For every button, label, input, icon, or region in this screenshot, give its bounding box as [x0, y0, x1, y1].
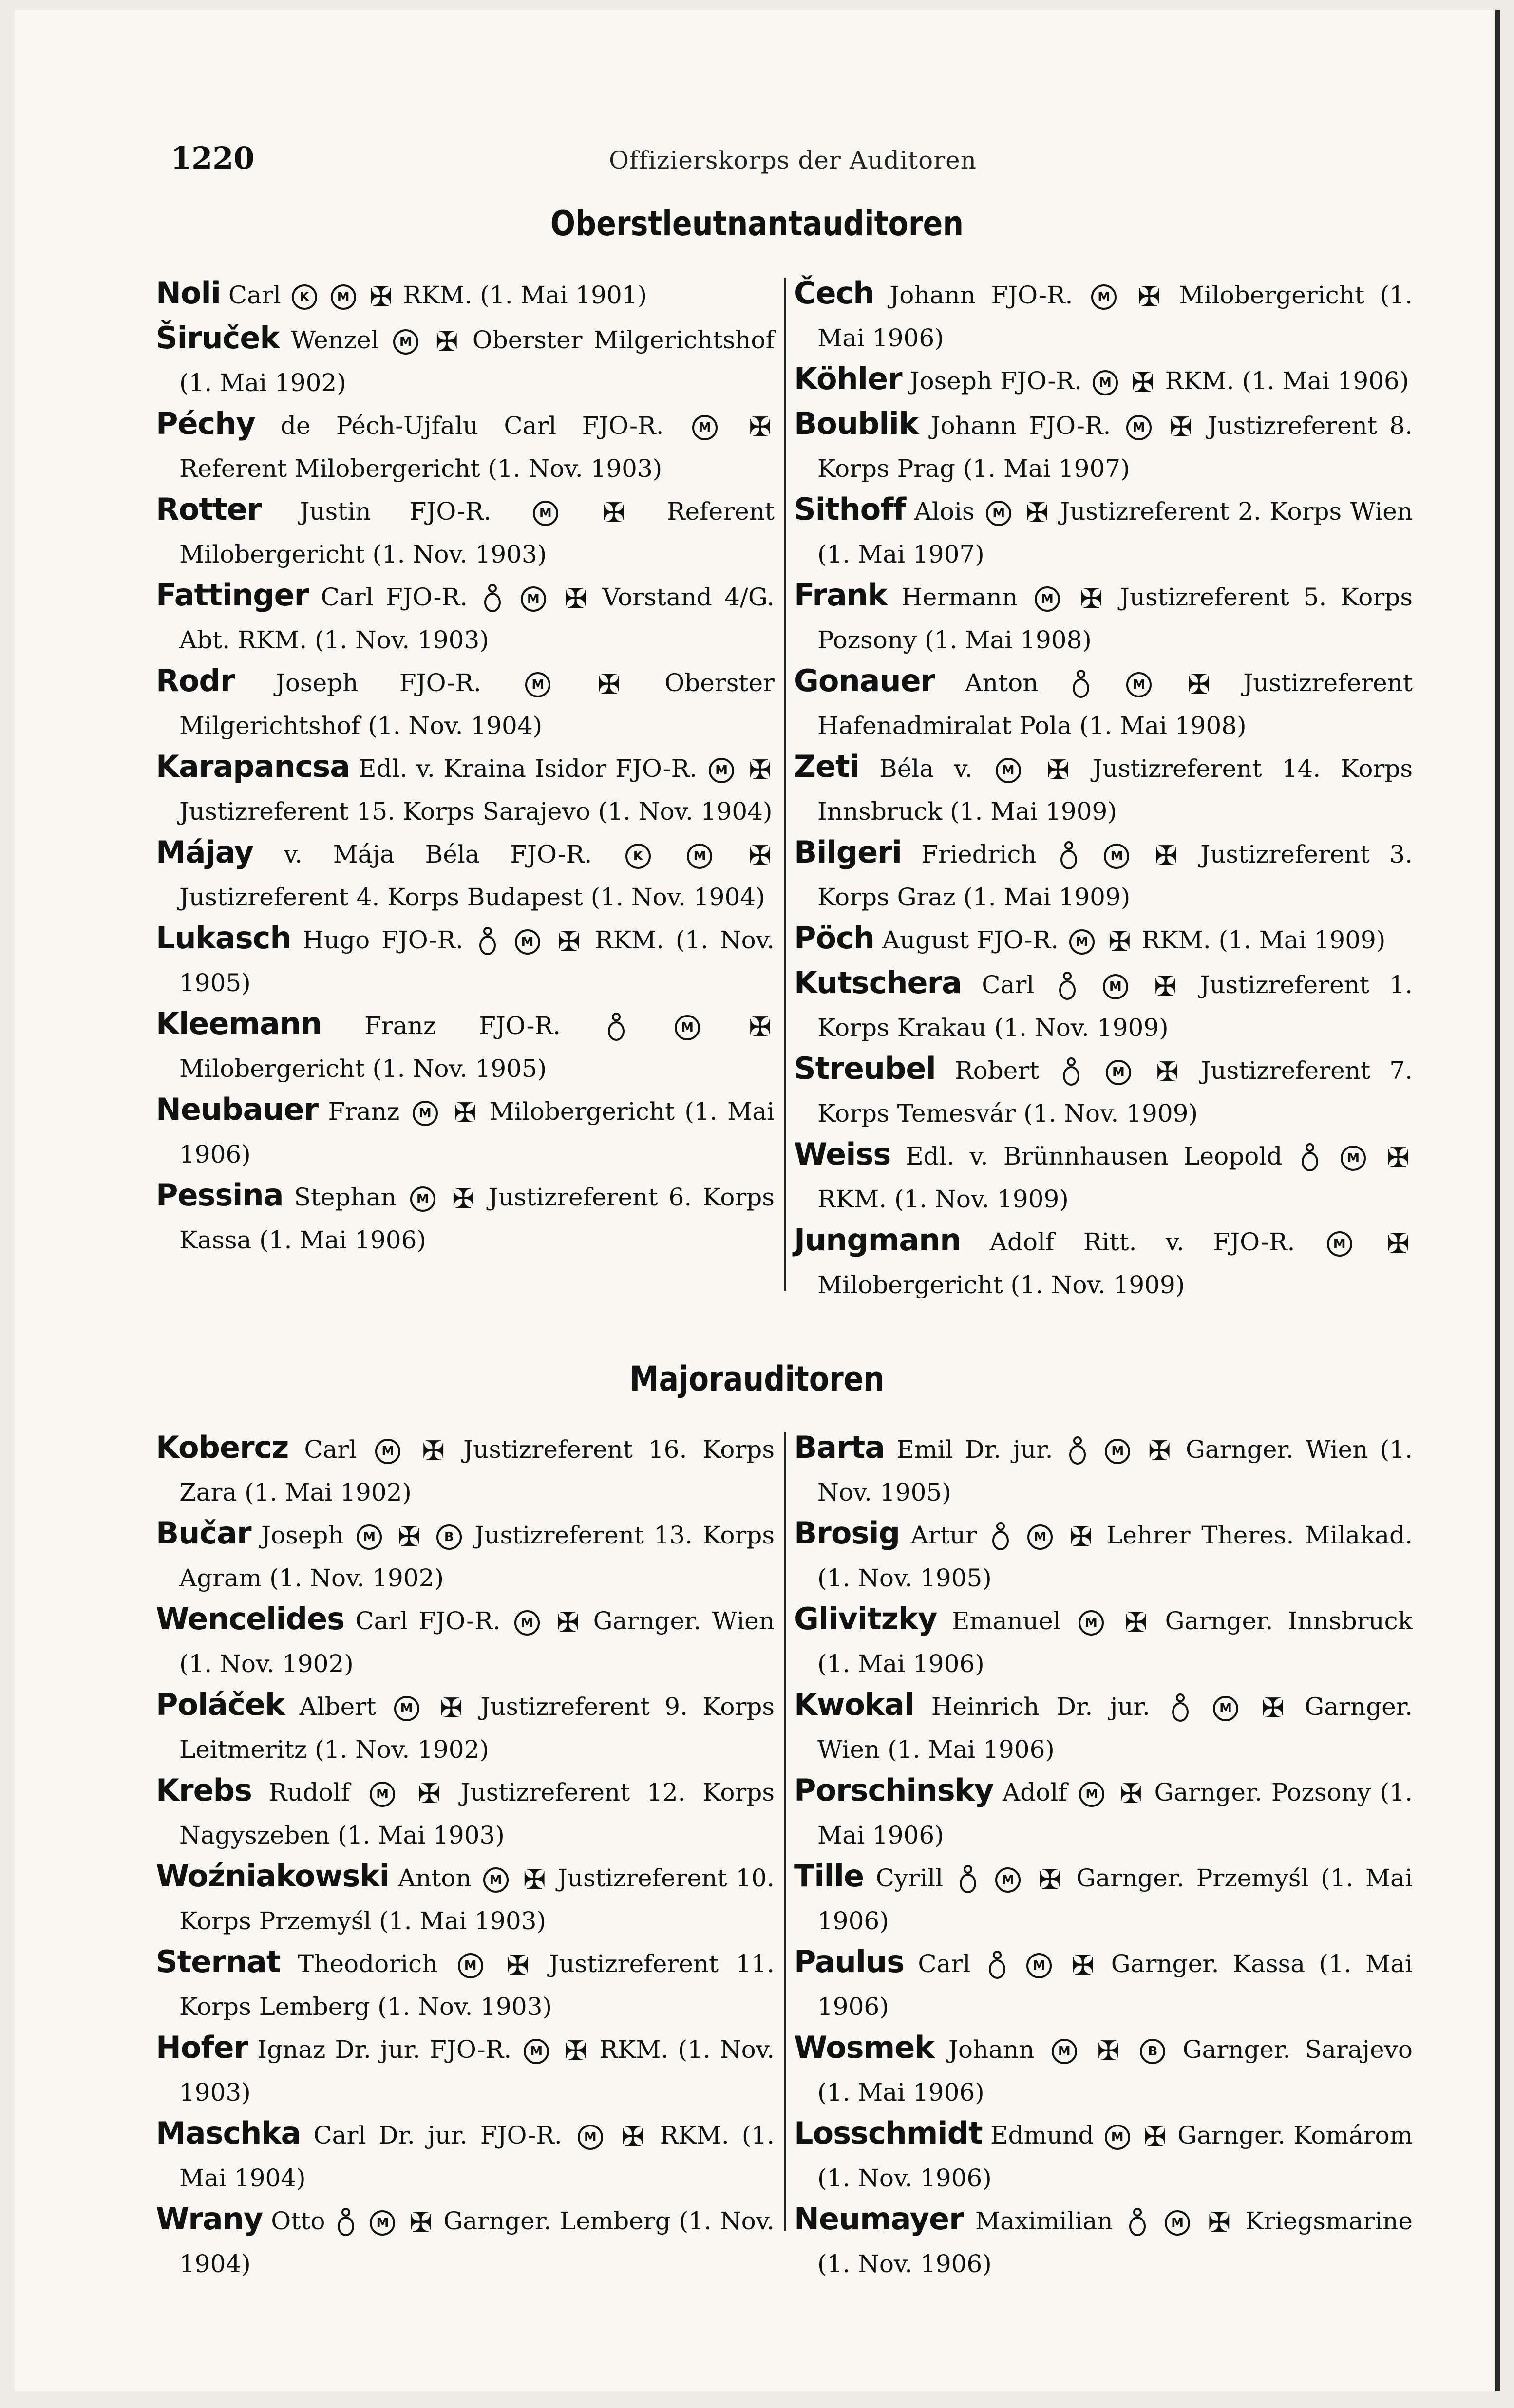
m-medal-icon: M [1079, 1610, 1104, 1636]
officer-entry [156, 1856, 775, 1941]
m-medal-icon: M [1103, 974, 1128, 999]
m-medal-icon: M [578, 2125, 603, 2150]
column-right-major [794, 1427, 1413, 2284]
cross-icon: ✠ [1261, 1693, 1285, 1724]
m-medal-icon: M [1091, 284, 1117, 310]
officer-surname: Kutschera [794, 965, 962, 1000]
medal-icon [606, 1013, 626, 1043]
officer-entry [156, 2027, 775, 2113]
cross-icon: ✠ [621, 2121, 644, 2153]
m-medal-icon: M [692, 415, 718, 440]
cross-icon: ✠ [557, 926, 581, 958]
entry-text: Ignaz Dr. jur. FJO-R. M ✠ RKM. (1. Nov. 1903) [179, 2035, 775, 2107]
m-medal-icon: M [331, 284, 356, 310]
m-medal-icon: M [410, 1186, 435, 1212]
cross-icon: ✠ [1154, 840, 1178, 872]
entry-text: Johann FJO-R. M ✠ Milobergericht (1. Mai 1906) [817, 281, 1413, 352]
column-right-oberstleutnant [794, 273, 1413, 1305]
cross-icon: ✠ [1137, 281, 1161, 313]
medal-icon [987, 1951, 1007, 1981]
m-medal-icon: M [709, 758, 734, 783]
entry-text: Robert M ✠ Justizreferent 7. Korps Temesvár (1. Nov. 1909) [817, 1056, 1413, 1128]
officer-surname: Tille [794, 1858, 864, 1894]
m-medal-icon: M [357, 1524, 382, 1550]
officer-surname: Kleemann [156, 1006, 322, 1041]
entry-text: v. Mája Béla FJO-R. K M ✠ Justizreferent 4. Korps Budapest (1. Nov. 1904) [179, 840, 775, 911]
k-medal-icon: K [625, 844, 651, 869]
officer-entry [794, 1513, 1413, 1599]
cross-icon: ✠ [564, 2035, 587, 2067]
m-medal-icon: M [675, 1015, 700, 1040]
officer-entry [156, 1599, 775, 1684]
officer-surname: Woźniakowski [156, 1858, 389, 1894]
officer-surname: Gonauer [794, 663, 935, 698]
cross-icon: ✠ [422, 1435, 445, 1467]
entry-text: Carl K M ✠ RKM. (1. Mai 1901) [228, 281, 647, 309]
cross-icon: ✠ [454, 1097, 477, 1129]
officer-entry [156, 1175, 775, 1260]
m-medal-icon: M [1106, 1060, 1131, 1085]
cross-icon: ✠ [1108, 926, 1131, 958]
medal-icon [483, 584, 502, 614]
officer-surname: Losschmidt [794, 2115, 983, 2151]
officer-entry [794, 2113, 1413, 2199]
section-title-oberstleutnant: Oberstleutnantauditoren [550, 204, 964, 244]
officer-entry [156, 273, 775, 318]
m-medal-icon: M [1093, 370, 1118, 395]
m-medal-icon: M [413, 1101, 438, 1126]
m-medal-icon: M [375, 1439, 400, 1464]
officer-surname: Köhler [794, 361, 902, 396]
cross-icon: ✠ [435, 326, 458, 357]
medal-icon [958, 1865, 978, 1895]
m-medal-icon: M [515, 929, 540, 955]
entry-text: Carl FJO-R. M ✠ Garnger. Wien (1. Nov. 1902) [179, 1607, 775, 1678]
officer-entry [794, 273, 1413, 358]
m-medal-icon: M [1079, 1782, 1104, 1807]
cross-icon: ✠ [564, 583, 587, 615]
officer-surname: Fattinger [156, 577, 309, 613]
entry-text: Franz M ✠ Milobergericht (1. Mai 1906) [179, 1097, 775, 1168]
entry-text: Hermann M ✠ Justizreferent 5. Korps Pozsony (1. Mai 1908) [817, 583, 1413, 654]
entry-text: Justin FJO-R. M ✠ Referent Milobergericht (1. Nov. 1903) [179, 497, 775, 568]
officer-surname: Péchy [156, 406, 255, 441]
m-medal-icon: M [1105, 1439, 1130, 1464]
section-title-major: Majorauditoren [629, 1359, 885, 1399]
cross-icon: ✠ [602, 497, 625, 529]
entry-text: Stephan M ✠ Justizreferent 6. Korps Kassa (1. Mai 1906) [179, 1183, 775, 1254]
officer-surname: Frank [794, 577, 888, 613]
cross-icon: ✠ [1025, 497, 1049, 529]
officer-surname: Hofer [156, 2030, 248, 2065]
officer-surname: Rotter [156, 491, 262, 527]
officer-entry [156, 918, 775, 1003]
officer-surname: Pöch [794, 920, 874, 956]
cross-icon: ✠ [1079, 583, 1103, 615]
entry-text: Edl. v. Brünnhausen Leopold M ✠ RKM. (1. Nov. 1909) [817, 1142, 1413, 1213]
officer-surname: Wrany [156, 2201, 263, 2237]
officer-entry [794, 575, 1413, 660]
officer-entry [794, 832, 1413, 918]
entry-text: Anton M ✠ Justizreferent Hafenadmiralat Pola (1. Mai 1908) [817, 669, 1413, 740]
cross-icon: ✠ [1387, 1142, 1410, 1174]
cross-icon: ✠ [1119, 1778, 1142, 1810]
entry-text: Joseph FJO-R. M ✠ RKM. (1. Mai 1906) [909, 367, 1409, 395]
officer-entry [794, 660, 1413, 746]
k-medal-icon: K [292, 284, 317, 310]
cross-icon: ✠ [506, 1950, 530, 1981]
m-medal-icon: M [1327, 1231, 1352, 1257]
m-medal-icon: M [1213, 1696, 1238, 1721]
officer-entry [794, 746, 1413, 832]
medal-icon [1300, 1143, 1320, 1173]
cross-icon: ✠ [1046, 754, 1070, 786]
medal-icon [1061, 1057, 1081, 1088]
entry-text: Béla v. M ✠ Justizreferent 14. Korps Innsbruck (1. Mai 1909) [817, 754, 1413, 826]
cross-icon: ✠ [749, 1012, 772, 1043]
entry-text: Artur M ✠ Lehrer Theres. Milakad. (1. Nov. 1905) [817, 1521, 1413, 1592]
m-medal-icon: M [1165, 2210, 1190, 2236]
officer-surname: Porschinsky [794, 1772, 994, 1808]
officer-surname: Kwokal [794, 1687, 914, 1722]
m-medal-icon: M [986, 501, 1011, 526]
officer-entry [156, 746, 775, 832]
entry-text: Adolf M ✠ Garnger. Pozsony (1. Mai 1906) [817, 1778, 1413, 1849]
officer-surname: Lukasch [156, 920, 291, 956]
officer-entry [156, 2113, 775, 2199]
entry-text: Edmund M ✠ Garnger. Komárom (1. Nov. 1906) [817, 2121, 1413, 2192]
m-medal-icon: M [687, 844, 712, 869]
entry-text: Carl M ✠ Justizreferent 1. Korps Krakau (1. Nov. 1909) [817, 971, 1413, 1042]
officer-entry [156, 1427, 775, 1513]
entry-text: Maximilian M ✠ Kriegsmarine (1. Nov. 1906) [817, 2207, 1413, 2278]
m-medal-icon: M [370, 1782, 395, 1807]
officer-entry [156, 1003, 775, 1089]
m-medal-icon: M [525, 672, 550, 697]
m-medal-icon: M [524, 2039, 549, 2064]
officer-surname: Krebs [156, 1772, 252, 1808]
officer-surname: Neubauer [156, 1091, 319, 1127]
m-medal-icon: M [1341, 1146, 1366, 1171]
m-medal-icon: M [995, 1867, 1021, 1893]
b-medal-icon: B [1140, 2039, 1165, 2064]
officer-entry [794, 1220, 1413, 1305]
officer-entry [156, 832, 775, 918]
officer-entry [156, 318, 775, 403]
column-divider [784, 1432, 786, 2231]
entry-text: Franz FJO-R. M ✠ Milobergericht (1. Nov. 1905) [179, 1012, 775, 1083]
cross-icon: ✠ [749, 840, 772, 872]
officer-surname: Noli [156, 275, 221, 311]
cross-icon: ✠ [1156, 1056, 1179, 1088]
cross-icon: ✠ [1387, 1228, 1410, 1260]
officer-entry [156, 1513, 775, 1599]
officer-surname: Glivitzky [794, 1601, 937, 1637]
entry-text: Adolf Ritt. v. FJO-R. M ✠ Milobergericht (1. Nov. 1909) [817, 1228, 1413, 1299]
medal-icon [1068, 1436, 1087, 1467]
entry-text: Carl M ✠ Justizreferent 16. Korps Zara (1. Mai 1902) [179, 1435, 775, 1506]
officer-entry [156, 489, 775, 575]
cross-icon: ✠ [1154, 971, 1177, 1002]
medal-icon [1059, 841, 1079, 871]
m-medal-icon: M [1026, 1953, 1052, 1978]
medal-icon [336, 2208, 356, 2238]
officer-entry [794, 1599, 1413, 1684]
m-medal-icon: M [1126, 672, 1152, 697]
cross-icon: ✠ [1071, 1950, 1095, 1981]
m-medal-icon: M [1052, 2039, 1077, 2064]
officer-surname: Bučar [156, 1515, 251, 1551]
officer-entry [794, 1941, 1413, 2027]
cross-icon: ✠ [523, 1864, 546, 1896]
officer-entry [794, 1770, 1413, 1856]
entry-text: Carl Dr. jur. FJO-R. M ✠ RKM. (1. Mai 1904) [179, 2121, 775, 2192]
entry-text: Joseph FJO-R. M ✠ Oberster Milgerichtshof (1. Nov. 1904) [179, 669, 775, 740]
officer-entry [794, 1427, 1413, 1513]
entry-text: August FJO-R. M ✠ RKM. (1. Mai 1909) [882, 926, 1386, 954]
officer-surname: Streubel [794, 1051, 936, 1086]
m-medal-icon: M [1126, 415, 1152, 440]
cross-icon: ✠ [556, 1607, 580, 1638]
officer-surname: Boublik [794, 406, 919, 441]
cross-icon: ✠ [439, 1693, 463, 1724]
entry-text: Friedrich M ✠ Justizreferent 3. Korps Graz (1. Mai 1909) [817, 840, 1413, 911]
officer-surname: Rodr [156, 663, 235, 698]
m-medal-icon: M [514, 1610, 540, 1636]
m-medal-icon: M [458, 1953, 483, 1978]
medal-icon [1128, 2208, 1147, 2238]
cross-icon: ✠ [1170, 412, 1192, 443]
officer-surname: Sternat [156, 1944, 281, 1979]
officer-entry [156, 660, 775, 746]
m-medal-icon: M [1069, 929, 1095, 955]
cross-icon: ✠ [597, 669, 621, 700]
medal-icon [991, 1522, 1010, 1552]
officer-entry [156, 1941, 775, 2027]
cross-icon: ✠ [1187, 669, 1211, 700]
medal-icon [1058, 972, 1077, 1002]
m-medal-icon: M [996, 758, 1021, 783]
officer-surname: Bilgeri [794, 834, 902, 870]
cross-icon: ✠ [1143, 2121, 1167, 2153]
entry-text: Heinrich Dr. jur. M ✠ Garnger. Wien (1. Mai 1906) [817, 1693, 1413, 1764]
officer-surname: Brosig [794, 1515, 900, 1551]
cross-icon: ✠ [417, 1778, 441, 1810]
entry-text: Emanuel M ✠ Garnger. Innsbruck (1. Mai 1906) [817, 1607, 1413, 1678]
officer-surname: Širuček [156, 320, 280, 356]
cross-icon: ✠ [1038, 1864, 1061, 1896]
entry-text: Cyrill M ✠ Garnger. Przemyśl (1. Mai 1906) [817, 1864, 1413, 1935]
officer-surname: Jungmann [794, 1222, 961, 1258]
m-medal-icon: M [393, 329, 418, 355]
officer-entry [794, 962, 1413, 1048]
officer-entry [794, 1048, 1413, 1134]
cross-icon: ✠ [397, 1521, 421, 1553]
m-medal-icon: M [533, 501, 558, 526]
cross-icon: ✠ [1131, 367, 1154, 398]
entry-text: Edl. v. Kraina Isidor FJO-R. M ✠ Justizreferent 15. Korps Sarajevo (1. Nov. 1904) [179, 754, 775, 826]
officer-surname: Kobercz [156, 1430, 289, 1465]
officer-surname: Weiss [794, 1136, 891, 1172]
cross-icon: ✠ [749, 754, 772, 786]
officer-surname: Wosmek [794, 2030, 934, 2065]
running-title: Offizierskorps der Auditoren [609, 146, 977, 174]
officer-surname: Sithoff [794, 491, 906, 527]
cross-icon: ✠ [1208, 2207, 1231, 2239]
officer-surname: Čech [794, 275, 874, 311]
officer-entry [794, 2199, 1413, 2284]
officer-entry [794, 918, 1413, 962]
entry-text: Theodorich M ✠ Justizreferent 11. Korps Lemberg (1. Nov. 1903) [179, 1950, 775, 2021]
officer-surname: Karapancsa [156, 749, 350, 784]
entry-text: Anton M ✠ Justizreferent 10. Korps Przemyśl (1. Mai 1903) [179, 1864, 775, 1935]
entry-text: Rudolf M ✠ Justizreferent 12. Korps Nagyszeben (1. Mai 1903) [179, 1778, 775, 1849]
officer-entry [794, 1684, 1413, 1770]
m-medal-icon: M [1105, 2125, 1130, 2150]
b-medal-icon: B [436, 1524, 462, 1550]
entry-text: Emil Dr. jur. M ✠ Garnger. Wien (1. Nov. 1905) [817, 1435, 1413, 1506]
m-medal-icon: M [1104, 844, 1129, 869]
cross-icon: ✠ [749, 412, 772, 443]
entry-text: Carl M ✠ Garnger. Kassa (1. Mai 1906) [817, 1950, 1413, 2021]
officer-entry [794, 489, 1413, 575]
officer-entry [156, 1684, 775, 1770]
page-number: 1220 [170, 140, 255, 176]
cross-icon: ✠ [1124, 1607, 1148, 1638]
entry-text: Albert M ✠ Justizreferent 9. Korps Leitmeritz (1. Nov. 1902) [179, 1693, 775, 1764]
officer-surname: Pessina [156, 1177, 284, 1213]
officer-surname: Barta [794, 1430, 885, 1465]
officer-entry [794, 403, 1413, 489]
column-left-oberstleutnant [156, 273, 775, 1260]
officer-entry [794, 2027, 1413, 2113]
column-left-major [156, 1427, 775, 2284]
officer-surname: Maschka [156, 2115, 301, 2151]
m-medal-icon: M [1035, 586, 1060, 612]
entry-text: Johann FJO-R. M ✠ Justizreferent 8. Korps Prag (1. Mai 1907) [817, 412, 1413, 483]
entry-text: de Péch-Ujfalu Carl FJO-R. M ✠ Referent Milobergericht (1. Nov. 1903) [179, 412, 775, 483]
officer-surname: Zeti [794, 749, 859, 784]
officer-entry [156, 1089, 775, 1175]
officer-surname: Neumayer [794, 2201, 964, 2237]
medal-icon [1071, 670, 1091, 700]
officer-entry [156, 575, 775, 660]
medal-icon [1171, 1693, 1190, 1724]
column-divider [784, 278, 786, 1291]
officer-entry [156, 403, 775, 489]
m-medal-icon: M [1027, 1524, 1053, 1550]
entry-text: Johann M ✠ B Garnger. Sarajevo (1. Mai 1906) [817, 2035, 1413, 2107]
m-medal-icon: M [394, 1696, 419, 1721]
officer-surname: Poláček [156, 1687, 285, 1722]
entry-text: Joseph M ✠ B Justizreferent 13. Korps Agram (1. Nov. 1902) [179, 1521, 775, 1592]
officer-entry [156, 1770, 775, 1856]
entry-text: Otto M ✠ Garnger. Lemberg (1. Nov. 1904) [179, 2207, 775, 2278]
cross-icon: ✠ [1097, 2035, 1120, 2067]
entry-text: Alois M ✠ Justizreferent 2. Korps Wien (1. Mai 1907) [817, 497, 1413, 568]
cross-icon: ✠ [1148, 1435, 1171, 1467]
entry-text: Wenzel M ✠ Oberster Milgerichtshof (1. Mai 1902) [179, 326, 775, 397]
entry-text: Carl FJO-R. M ✠ Vorstand 4/G. Abt. RKM. (1. Nov. 1903) [179, 583, 775, 654]
officer-surname: Májay [156, 834, 254, 870]
m-medal-icon: M [370, 2210, 395, 2236]
m-medal-icon: M [483, 1867, 509, 1893]
cross-icon: ✠ [409, 2207, 433, 2239]
entry-text: Hugo FJO-R. M ✠ RKM. (1. Nov. 1905) [179, 926, 775, 997]
officer-entry [794, 358, 1413, 403]
m-medal-icon: M [521, 586, 546, 612]
medal-icon [478, 927, 497, 957]
officer-surname: Paulus [794, 1944, 905, 1979]
officer-entry [794, 1134, 1413, 1220]
cross-icon: ✠ [452, 1183, 475, 1215]
officer-entry [156, 2199, 775, 2284]
officer-surname: Wencelides [156, 1601, 345, 1637]
cross-icon: ✠ [1069, 1521, 1093, 1553]
officer-entry [794, 1856, 1413, 1941]
cross-icon: ✠ [369, 281, 393, 313]
